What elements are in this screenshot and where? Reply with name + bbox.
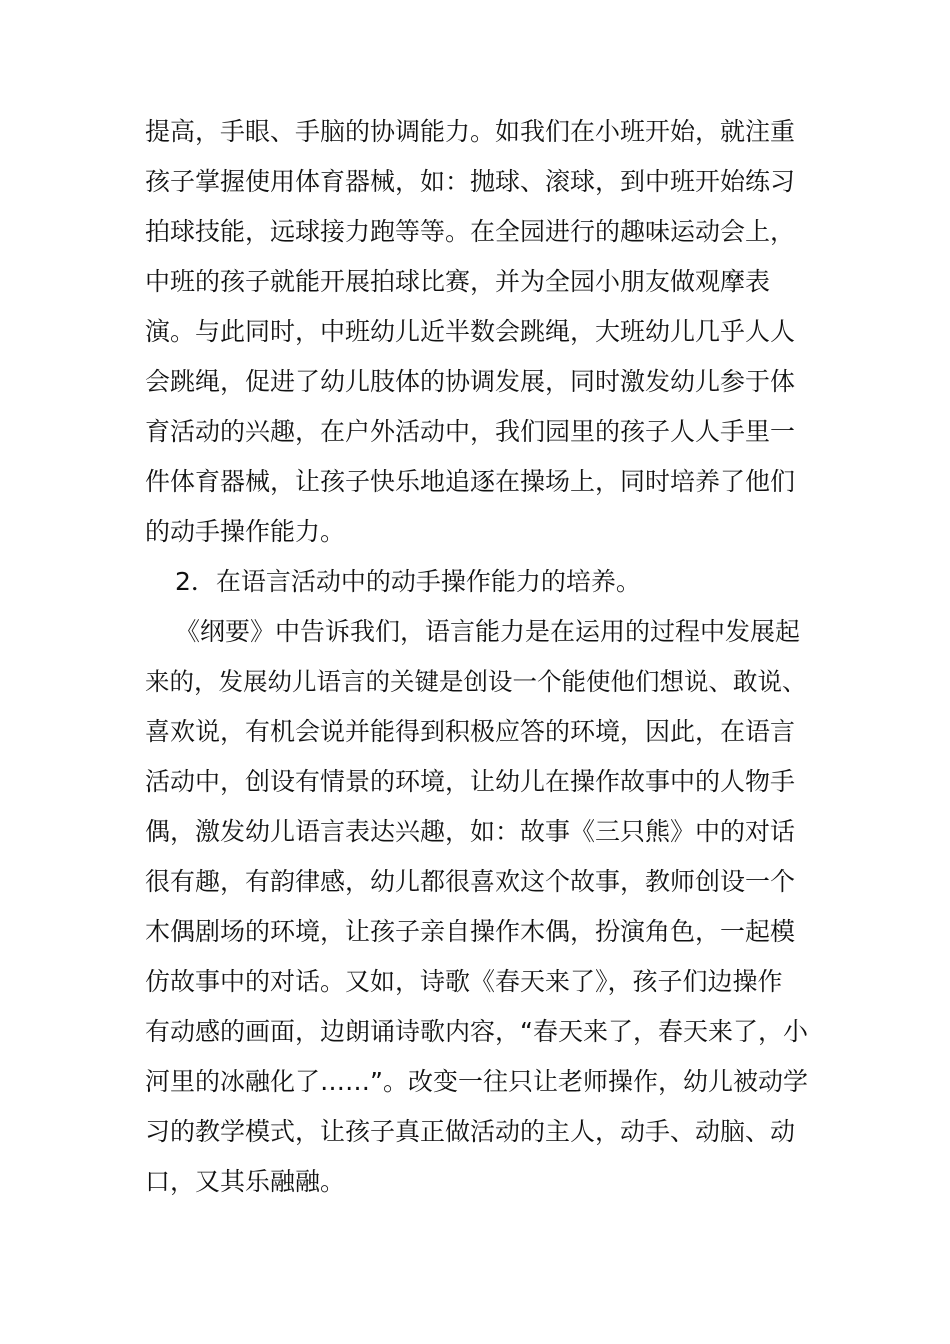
section-heading: 2．在语言活动中的动手操作能力的培养。 [175, 567, 641, 596]
paragraph-2-line-1: 《纲要》中告诉我们，语言能力是在运用的过程中发展起 [175, 617, 801, 646]
paragraph-1-line-3: 拍球技能，远球接力跑等等。在全园进行的趣味运动会上， [145, 217, 796, 246]
paragraph-1-line-4: 中班的孩子就能开展拍球比赛，并为全园小朋友做观摩表 [145, 267, 771, 296]
paragraph-1-line-8: 件体育器械，让孩子快乐地追逐在操场上，同时培养了他们 [145, 467, 796, 496]
paragraph-2-line-4: 活动中，创设有情景的环境，让幼儿在操作故事中的人物手 [145, 767, 796, 796]
paragraph-2-line-7: 木偶剧场的环境，让孩子亲自操作木偶，扮演角色，一起模 [145, 917, 796, 946]
paragraph-2-line-8: 仿故事中的对话。又如，诗歌《春天来了》，孩子们边操作 [145, 967, 783, 996]
paragraph-1-line-2: 孩子掌握使用体育器械，如：抛球、滚球，到中班开始练习 [145, 167, 796, 196]
paragraph-1-line-9: 的动手操作能力。 [145, 517, 346, 546]
paragraph-2-line-11: 习的教学模式，让孩子真正做活动的主人，动手、动脑、动 [145, 1117, 796, 1146]
paragraph-2-line-9: 有动感的画面，边朗诵诗歌内容，“春天来了，春天来了，小 [145, 1017, 808, 1046]
paragraph-2-line-5: 偶，激发幼儿语言表达兴趣，如：故事《三只熊》中的对话 [145, 817, 796, 846]
paragraph-2-line-2: 来的，发展幼儿语言的关键是创设一个能使他们想说、敢说、 [145, 667, 807, 696]
paragraph-2-line-3: 喜欢说，有机会说并能得到积极应答的环境，因此，在语言 [145, 717, 796, 746]
paragraph-1-line-1: 提高，手眼、手脑的协调能力。如我们在小班开始，就注重 [145, 117, 796, 146]
paragraph-2-line-10: 河里的冰融化了……”。改变一往只让老师操作，幼儿被动学 [145, 1067, 808, 1096]
paragraph-1-line-6: 会跳绳，促进了幼儿肢体的协调发展，同时激发幼儿参于体 [145, 367, 796, 396]
paragraph-1-line-5: 演。与此同时，中班幼儿近半数会跳绳，大班幼儿几乎人人 [145, 317, 796, 346]
paragraph-2-line-6: 很有趣，有韵律感，幼儿都很喜欢这个故事，教师创设一个 [145, 867, 796, 896]
paragraph-1-line-7: 育活动的兴趣，在户外活动中，我们园里的孩子人人手里一 [145, 417, 796, 446]
paragraph-2-line-12: 口，又其乐融融。 [145, 1167, 346, 1196]
